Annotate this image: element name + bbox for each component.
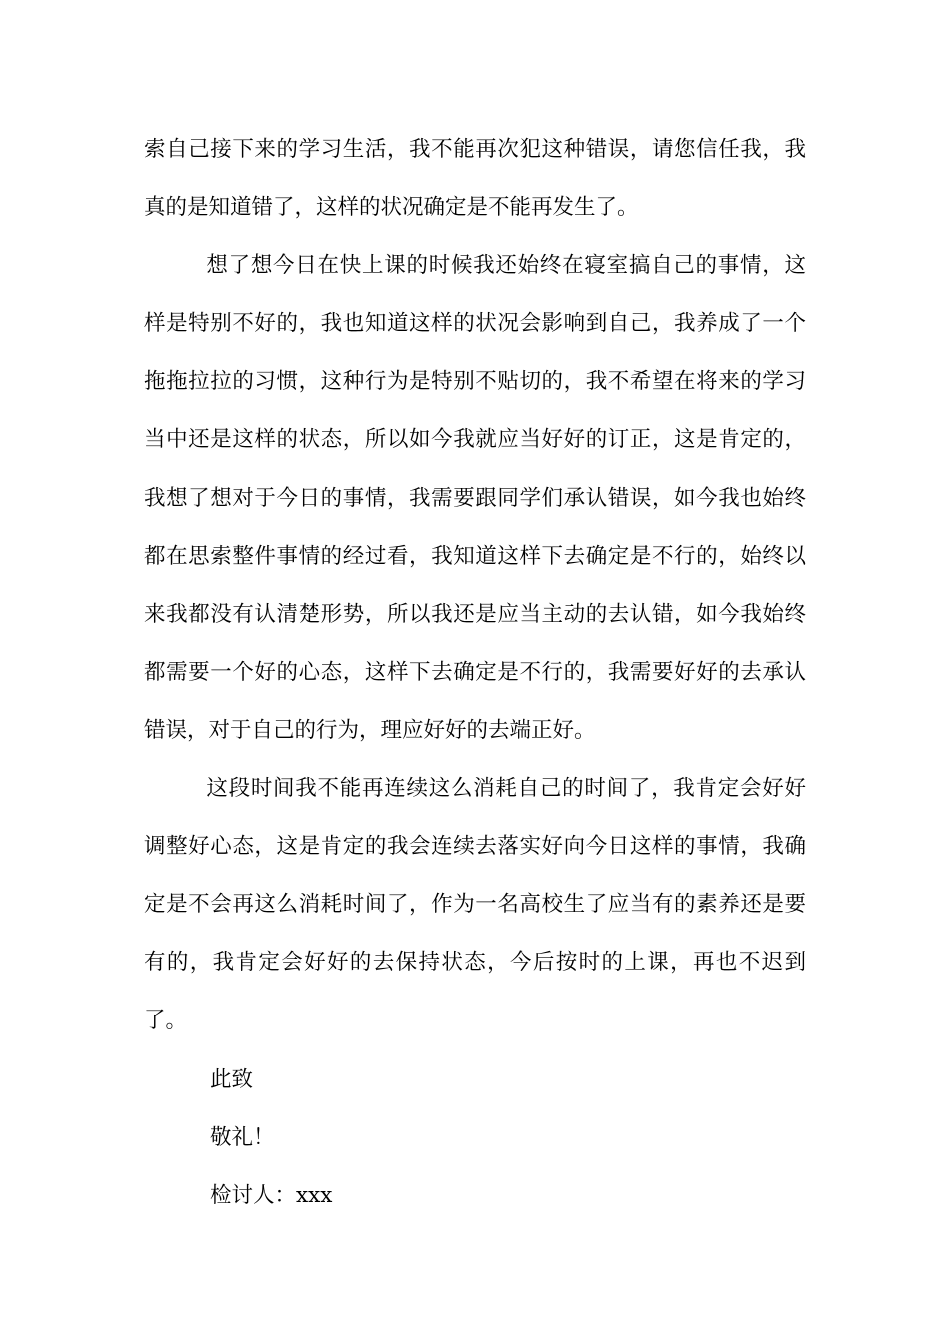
closing-regards: 敬礼！ xyxy=(210,1124,275,1150)
paragraph-reflection: 想了想今日在快上课的时候我还始终在寝室搞自己的事情，这样是特别不好的，我也知道这样的状况会影响到自己，我养成了一个拖拖拉拉的习惯，这种行为是特别不贴切的，我不希望在将来的学习当中还是这样的状态，所以如今我就应当好好的订正，这是肯定的，我想了想对于今日的事情，我需要跟同学们承认错误，如今我也始终都在思索整件事情的经过看，我知道这样下去确定是不行的，始终以来我都没有认清楚形势，所以我还是应当主动的去认错，如今我始终都需要一个好的心态，这样下去确定是不行的，我需要好好的去承认错误，对于自己的行为，理应好好的去端正好。 xyxy=(144,253,806,743)
paragraph-commitment: 这段时间我不能再连续这么消耗自己的时间了，我肯定会好好调整好心态，这是肯定的我会连续去落实好向今日这样的事情，我确定是不会再这么消耗时间了，作为一名高校生了应当有的素养还是要有的，我肯定会好好的去保持状态，今后按时的上课，再也不迟到了。 xyxy=(144,776,806,1034)
paragraph-continued: 索自己接下来的学习生活，我不能再次犯这种错误，请您信任我，我真的是知道错了，这样的状况确定是不能再发生了。 xyxy=(144,137,806,221)
closing-salutation: 此致 xyxy=(210,1066,254,1092)
signature-line: 检讨人：xxx xyxy=(210,1182,333,1208)
document-body xyxy=(144,121,806,1225)
